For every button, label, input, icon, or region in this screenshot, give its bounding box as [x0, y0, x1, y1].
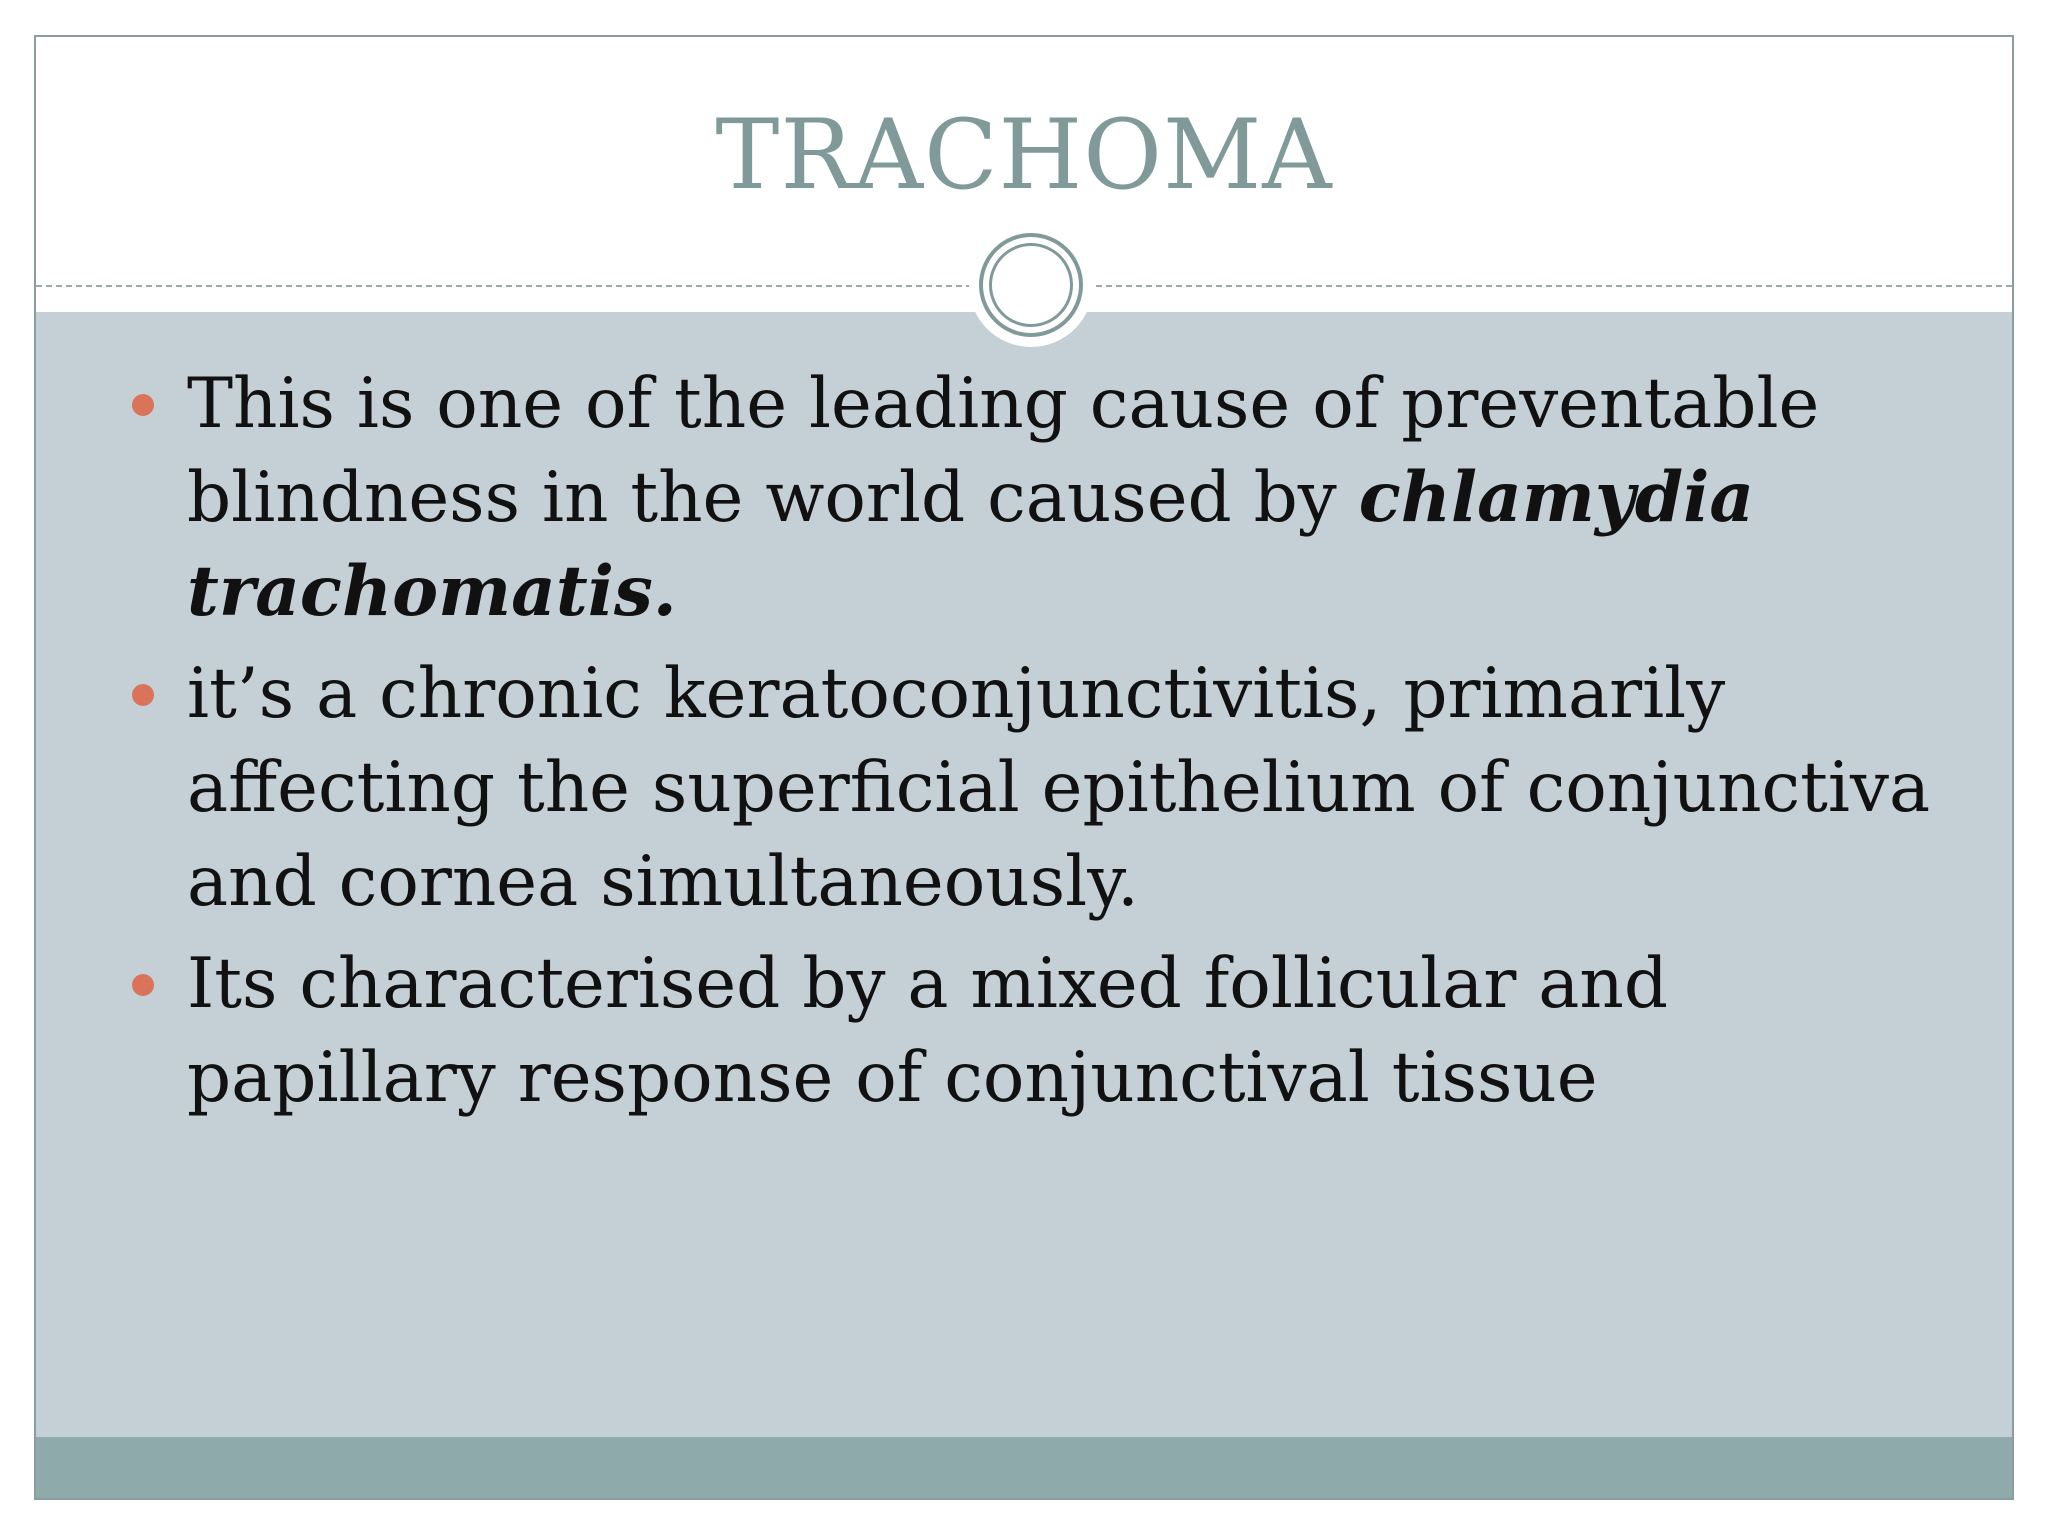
- bullet-item: [96, 937, 1996, 1125]
- slide: [34, 35, 2014, 1500]
- bullet-dot-icon: [132, 974, 154, 996]
- bullet-item: [96, 647, 1996, 929]
- bullet-item: [96, 357, 1996, 639]
- bullet-dot-icon: [132, 684, 154, 706]
- bullet-text: Its characterised by a mixed follicular and papillary response of conjunctival tissue: [187, 944, 1669, 1118]
- footer-band: [36, 1437, 2012, 1500]
- bullet-text: it’s a chronic keratoconjunctivitis, primarily affecting the superficial epithelium of conjunctiva and cornea simultaneously.: [187, 654, 1931, 922]
- bullet-text: This is one of the leading cause of preventable blindness in the world caused by: [187, 364, 1820, 538]
- bullet-dot-icon: [132, 394, 154, 416]
- bullet-emphasis: chlamydia trachomatis.: [187, 457, 1755, 632]
- slide-title: TRACHOMA: [715, 99, 1333, 211]
- circle-ornament-inner-ring: [989, 243, 1073, 327]
- circle-ornament-icon: [979, 233, 1083, 337]
- bullet-list: [96, 357, 1996, 1133]
